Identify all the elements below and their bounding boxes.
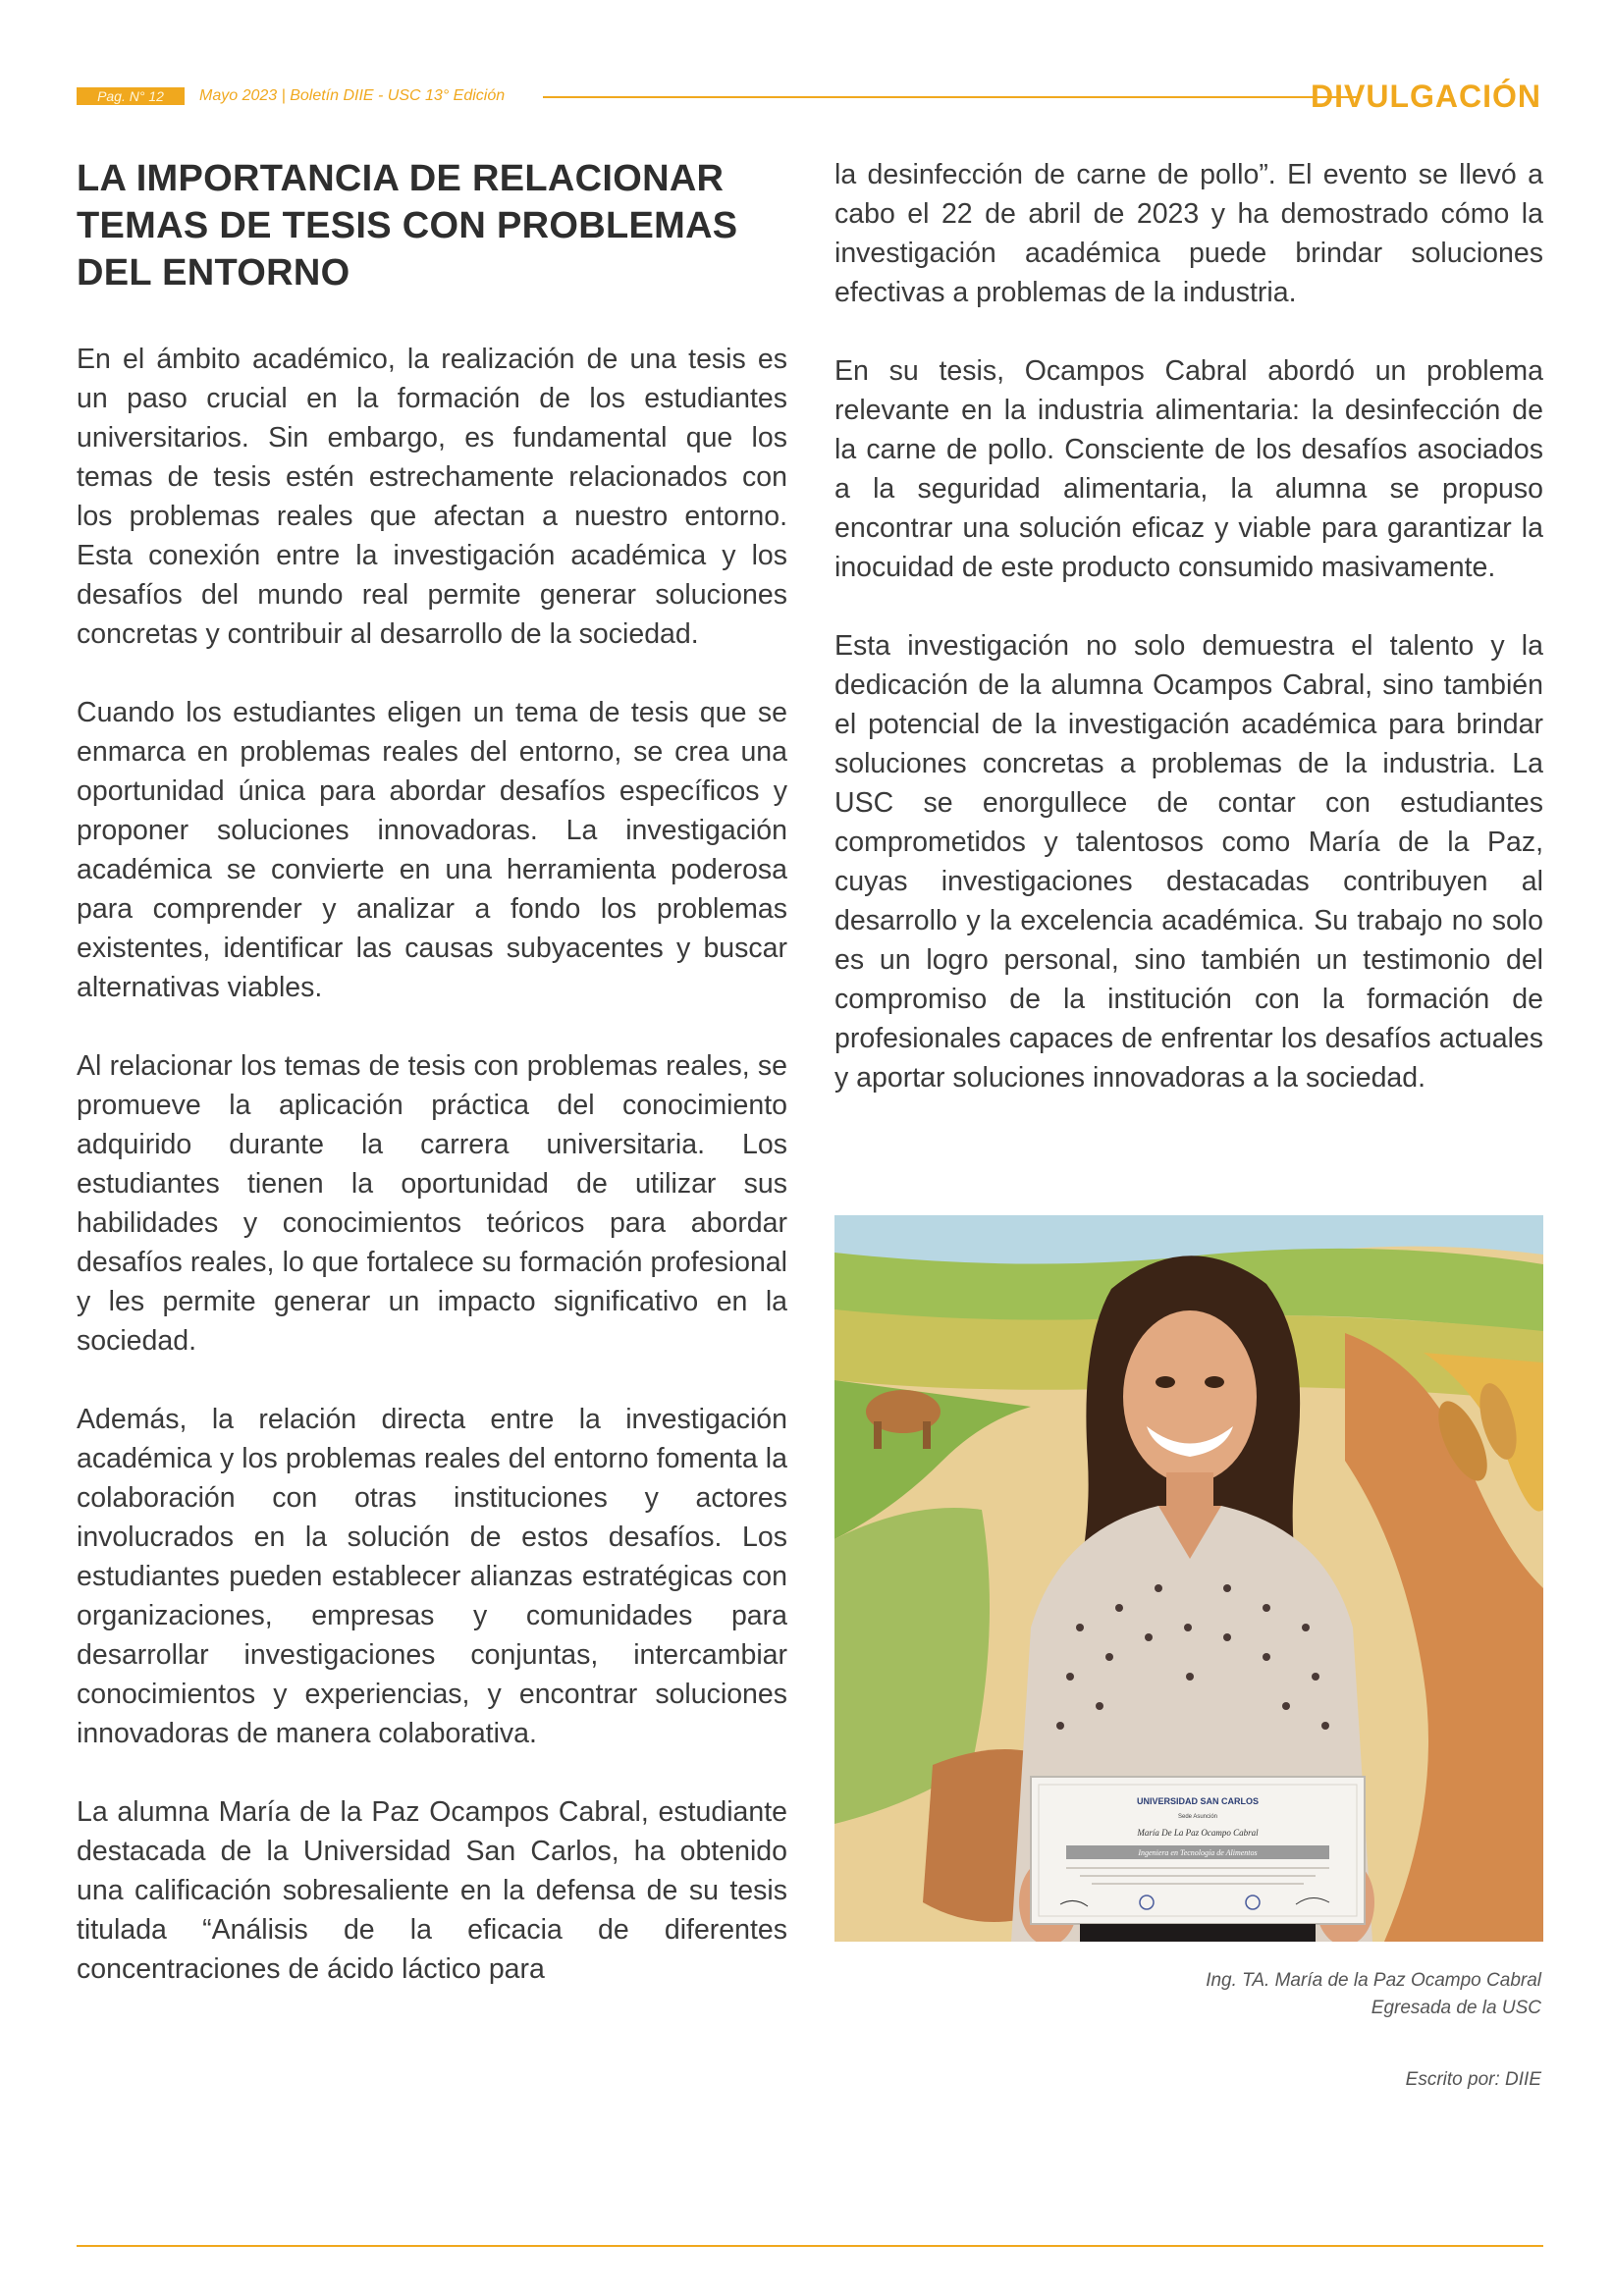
paragraph: Además, la relación directa entre la investigación académica y los problemas reales del entorno fomenta la colaboración con otras instituciones y actores involucrados en la solución de estos desafíos. Los estudiantes pueden establecer alianzas estratégicas con organizaciones, empresas y comunidades para desarrollar investigaciones conjuntas, intercambiar conocimientos y experiencias, y encontrar soluciones innovadoras de manera colaborativa.: [77, 1404, 787, 1749]
edition-label: Mayo 2023 | Boletín DIIE - USC 13° Edición: [199, 87, 506, 104]
certificate-university: UNIVERSIDAD SAN CARLOS: [1136, 1796, 1260, 1806]
page-header: [77, 79, 1541, 122]
left-column: [77, 155, 787, 1989]
photo-caption: [1206, 1967, 1541, 2022]
right-column: [834, 155, 1543, 1097]
author-credit: Escrito por: DIIE: [1405, 2069, 1541, 2090]
paragraph: En su tesis, Ocampos Cabral abordó un problema relevante en la industria alimentaria: la desinfección de la carne de pollo. Consciente de los desafíos asociados a la seguridad alimentaria, la alumna se propuso encontrar una solución eficaz y viable para garantizar la inocuidad de este producto consumido masivamente.: [834, 355, 1543, 583]
caption-line: Egresada de la USC: [1371, 1998, 1541, 2018]
article-title: [77, 155, 787, 296]
graduate-photo: [834, 1215, 1543, 1942]
certificate: [1031, 1777, 1365, 1924]
title-line: TEMAS DE TESIS CON PROBLEMAS: [77, 205, 738, 246]
section-title: DIVULGACIÓN: [1311, 79, 1541, 114]
photo-illustration: [834, 1215, 1543, 1942]
title-line: DEL ENTORNO: [77, 252, 350, 294]
certificate-campus: Sede Asunción: [1177, 1814, 1218, 1820]
certificate-name: María De La Paz Ocampo Cabral: [1137, 1828, 1259, 1838]
header-divider: [543, 96, 1360, 98]
paragraph: Cuando los estudiantes eligen un tema de tesis que se enmarca en problemas reales del entorno, se crea una oportunidad única para abordar desafíos específicos y proponer soluciones innovadoras. La investigación académica se convierte en una herramienta poderosa para comprender y analizar a fondo los problemas existentes, identificar las causas subyacentes y buscar alternativas viables.: [77, 697, 787, 1003]
certificate-degree: Ingeniera en Tecnología de Alimentos: [1138, 1848, 1258, 1857]
paragraph: En el ámbito académico, la realización de una tesis es un paso crucial en la formación de los estudiantes universitarios. Sin embargo, es fundamental que los temas de tesis estén estrechamente relacionados con los problemas reales que afectan a nuestro entorno. Esta conexión entre la investigación académica y los desafíos del mundo real permite generar soluciones concretas y contribuir al desarrollo de la sociedad.: [77, 344, 787, 650]
paragraph: la desinfección de carne de pollo”. El evento se llevó a cabo el 22 de abril de 2023 y ha demostrado cómo la investigación académica puede brindar soluciones efectivas a problemas de la industria.: [834, 159, 1543, 308]
paragraph: La alumna María de la Paz Ocampos Cabral, estudiante destacada de la Universidad San Carlos, ha obtenido una calificación sobresaliente en la defensa de su tesis titulada “Análisis de la eficacia de diferentes concentraciones de ácido láctico para: [77, 1796, 787, 1985]
title-line: LA IMPORTANCIA DE RELACIONAR: [77, 158, 725, 199]
page-number-badge: Pag. N° 12: [77, 87, 185, 105]
paragraph: Esta investigación no solo demuestra el talento y la dedicación de la alumna Ocampos Cabral, sino también el potencial de la investigación académica para brindar soluciones concretas a problemas de la industria. La USC se enorgullece de contar con estudiantes comprometidos y talentosos como María de la Paz, cuyas investigaciones destacadas contribuyen al desarrollo y la excelencia académica. Su trabajo no solo es un logro personal, sino también un testimonio del compromiso de la institución con la formación de profesionales capaces de enfrentar los desafíos actuales y aportar soluciones innovadoras a la sociedad.: [834, 630, 1543, 1094]
footer-divider: [77, 2245, 1543, 2247]
paragraph: Al relacionar los temas de tesis con problemas reales, se promueve la aplicación práctica del conocimiento adquirido durante la carrera universitaria. Los estudiantes tienen la oportunidad de utilizar sus habilidades y conocimientos teóricos para abordar desafíos reales, lo que fortalece su formación profesional y les permite generar un impacto significativo en la sociedad.: [77, 1050, 787, 1357]
caption-line: Ing. TA. María de la Paz Ocampo Cabral: [1206, 1970, 1541, 1991]
